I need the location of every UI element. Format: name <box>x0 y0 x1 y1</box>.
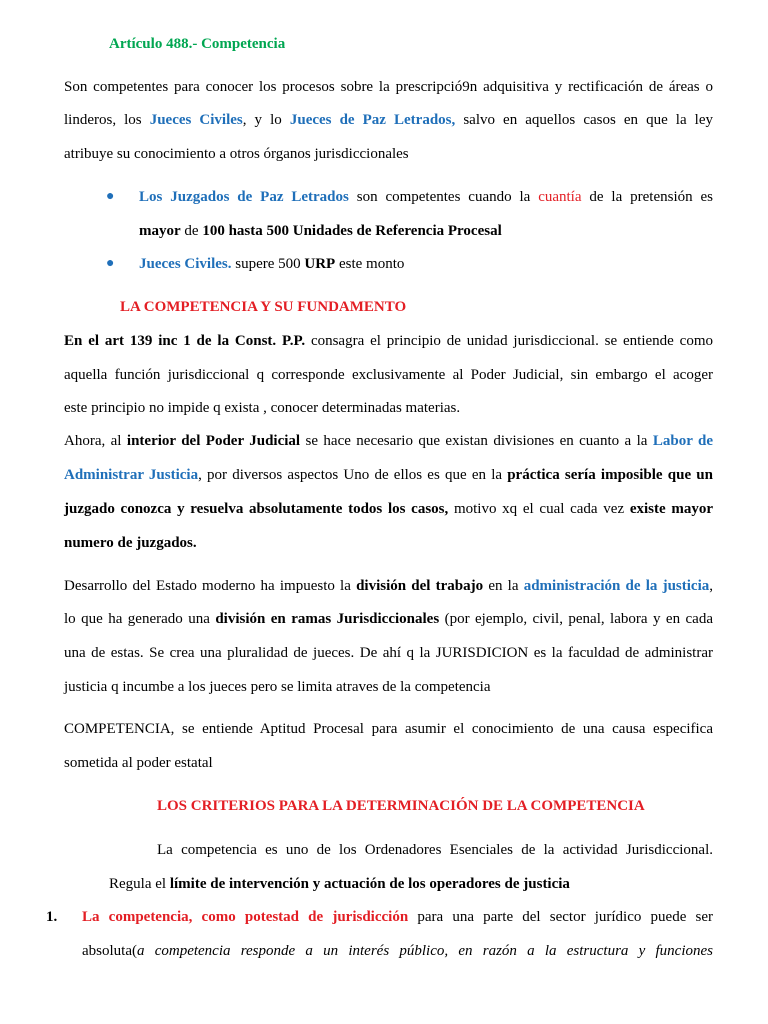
text: , por diversos aspectos Uno de ellos es que en la <box>198 467 508 483</box>
paragraph-line <box>64 77 713 97</box>
paragraph-line: numero de juzgados. <box>64 535 197 551</box>
list-item-line <box>82 941 713 961</box>
text: , y lo <box>242 112 290 128</box>
paragraph-line: este principio no impide q exista , conocer determinadas materias. <box>64 400 461 416</box>
text: Regula el <box>109 876 170 892</box>
text: salvo en aquellos casos en que la ley <box>455 112 714 128</box>
paragraph-line <box>64 576 713 596</box>
text: linderos, los <box>64 112 150 128</box>
bullet-line <box>139 221 502 241</box>
bullet-line <box>139 187 713 207</box>
text: motivo xq el cual cada vez <box>448 501 630 517</box>
bullet-line <box>139 254 404 274</box>
text: 100 hasta 500 Unidades de Referencia Procesal <box>202 223 502 239</box>
text: aquella función jurisdiccional q corresponde exclusivamente al Poder Judicial, sin embargo el acoger <box>64 367 713 383</box>
paragraph-line <box>64 465 713 485</box>
paragraph-line <box>64 609 713 629</box>
highlight-term: La competencia, como potestad de jurisdicción <box>82 909 409 925</box>
text: práctica sería imposible que un <box>507 467 713 483</box>
text: son competentes cuando la <box>348 189 539 205</box>
paragraph-line <box>109 874 570 894</box>
text: absoluta( <box>82 943 137 959</box>
paragraph-line <box>64 643 713 663</box>
text: COMPETENCIA, se entiende Aptitud Procesal para asumir el conocimiento de una causa especifica <box>64 721 713 737</box>
text: Ahora, al <box>64 433 127 449</box>
article-heading: Artículo 488.- Competencia <box>109 36 286 52</box>
text: para una parte del sector jurídico puede ser <box>408 909 713 925</box>
text: límite de intervención y actuación de los operadores de justicia <box>169 876 570 892</box>
text: juzgado conozca y resuelva absolutamente todos los casos, <box>64 501 449 517</box>
highlight-term: administración de la justicia <box>523 578 710 594</box>
paragraph-line <box>157 840 713 860</box>
paragraph-line: sometida al poder estatal <box>64 755 213 771</box>
text: una de estas. Se crea una pluralidad de jueces. De ahí q la JURISDICION es la faculdad de administrar <box>64 645 713 661</box>
highlight-term: Administrar Justicia <box>64 467 199 483</box>
bullet-icon: ● <box>106 189 115 204</box>
text: interior del Poder Judicial <box>126 433 301 449</box>
paragraph-line <box>64 110 713 130</box>
text: La competencia es uno de los Ordenadores Esenciales de la actividad Jurisdiccional. <box>157 842 713 858</box>
highlight-term: cuantía <box>538 189 582 205</box>
bullet-icon: ● <box>106 256 115 271</box>
paragraph-line <box>64 365 713 385</box>
highlight-term: Jueces de Paz Letrados, <box>289 112 456 128</box>
text: en la <box>483 578 524 594</box>
paragraph-line <box>64 331 713 351</box>
highlight-term: Labor de <box>652 433 714 449</box>
text: de <box>180 223 203 239</box>
paragraph-line <box>64 431 713 451</box>
text: mayor <box>139 223 181 239</box>
text: , <box>709 578 713 594</box>
text: división en ramas Jurisdiccionales <box>215 611 440 627</box>
text: división del trabajo <box>356 578 484 594</box>
text: existe mayor <box>629 501 714 517</box>
paragraph-line: justicia q incumbe a los jueces pero se limita atraves de la competencia <box>64 679 491 695</box>
highlight-term: Jueces Civiles. <box>139 256 232 272</box>
text: Son competentes para conocer los procesos sobre la prescripció9n adquisitiva y rectificación de áreas o <box>64 79 713 95</box>
text: consagra el principio de unidad jurisdiccional. se entiende como <box>305 333 713 349</box>
paragraph-line: atribuye su conocimiento a otros órganos jurisdiccionales <box>64 146 409 162</box>
text: este monto <box>335 256 405 272</box>
italic-text: a competencia responde a un interés público, en razón a la estructura y funciones <box>136 943 713 959</box>
text: de la pretensión es <box>581 189 713 205</box>
highlight-term: Los Juzgados de Paz Letrados <box>139 189 349 205</box>
text: (por ejemplo, civil, penal, labora y en cada <box>439 611 713 627</box>
section-heading: LA COMPETENCIA Y SU FUNDAMENTO <box>120 299 407 315</box>
list-number: 1. <box>46 909 58 925</box>
text: lo que ha generado una <box>64 611 216 627</box>
text: Desarrollo del Estado moderno ha impuesto la <box>64 578 357 594</box>
section-heading: LOS CRITERIOS PARA LA DETERMINACIÓN DE LA COMPETENCIA <box>157 798 645 814</box>
paragraph-line <box>64 719 713 739</box>
text: se hace necesario que existan divisiones en cuanto a la <box>300 433 653 449</box>
text: En el art 139 inc 1 de la Const. P.P. <box>64 333 306 349</box>
text: supere 500 <box>231 256 305 272</box>
highlight-term: Jueces Civiles <box>149 112 243 128</box>
list-item-line <box>82 907 713 927</box>
text: URP <box>304 256 336 272</box>
paragraph-line <box>64 499 713 519</box>
